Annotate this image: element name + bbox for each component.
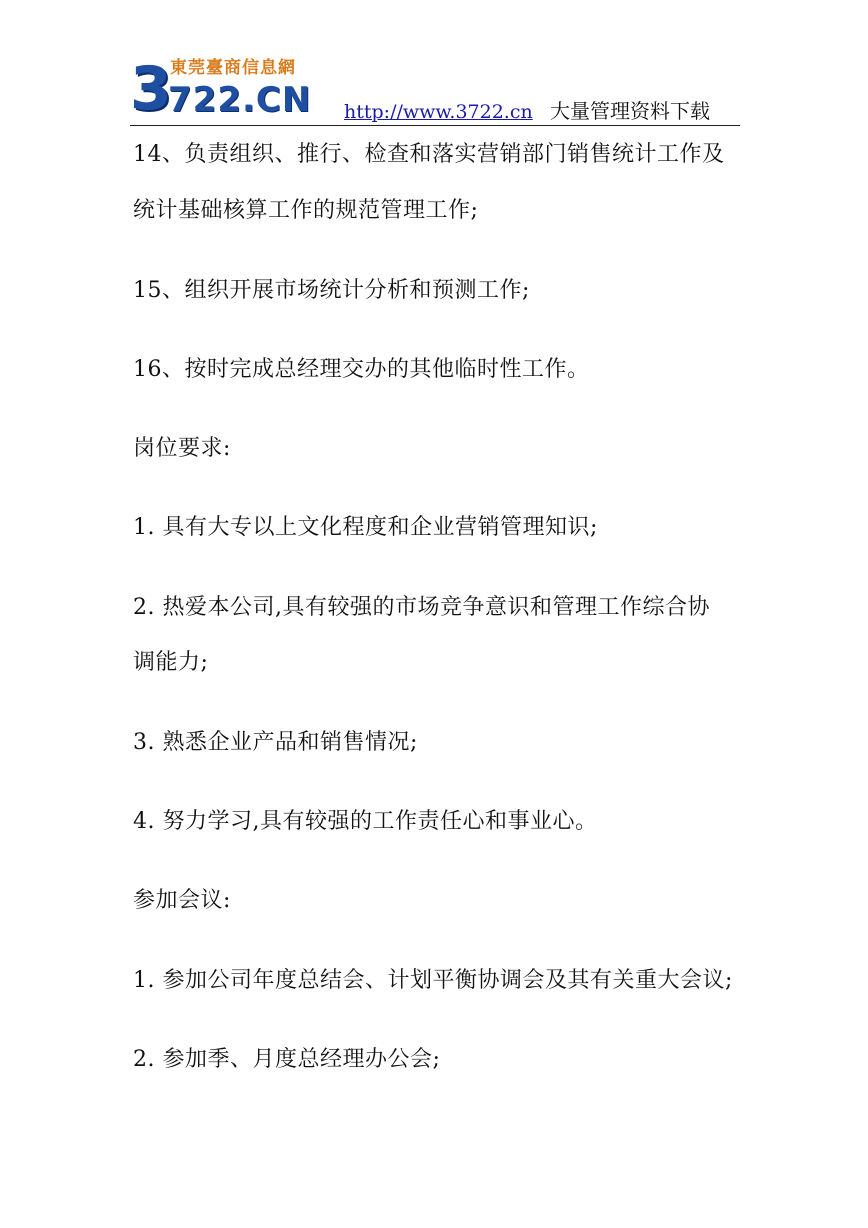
- list-item: 3. 熟悉企业产品和销售情况;: [133, 730, 418, 755]
- list-item-continuation: 调能力;: [133, 650, 209, 675]
- paragraph-line: 15、组织开展市场统计分析和预测工作;: [133, 278, 530, 303]
- list-item: 2. 热爱本公司,具有较强的市场竞争意识和管理工作综合协: [133, 595, 710, 620]
- list-item: 1. 参加公司年度总结会、计划平衡协调会及其有关重大会议;: [133, 968, 733, 993]
- logo-chinese-name: 東莞臺商信息網: [170, 58, 296, 78]
- site-logo[interactable]: [130, 56, 320, 122]
- list-item: 4. 努力学习,具有较强的工作责任心和事业心。: [133, 809, 598, 834]
- logo-domain: 722.CN: [168, 80, 312, 120]
- paragraph-line: 14、负责组织、推行、检查和落实营销部门销售统计工作及: [133, 142, 725, 167]
- section-heading: 参加会议:: [133, 888, 231, 913]
- header-tagline: 大量管理资料下载: [550, 99, 710, 123]
- list-item: 2. 参加季、月度总经理办公会;: [133, 1047, 441, 1072]
- paragraph-line: 统计基础核算工作的规范管理工作;: [133, 198, 479, 223]
- site-link[interactable]: http://www.3722.cn: [344, 101, 533, 123]
- header-divider: [130, 125, 740, 126]
- page-header: [130, 56, 740, 128]
- paragraph-line: 16、按时完成总经理交办的其他临时性工作。: [133, 357, 590, 382]
- list-item: 1. 具有大专以上文化程度和企业营销管理知识;: [133, 515, 598, 540]
- logo-digit: 3: [130, 54, 172, 124]
- section-heading: 岗位要求:: [133, 436, 231, 461]
